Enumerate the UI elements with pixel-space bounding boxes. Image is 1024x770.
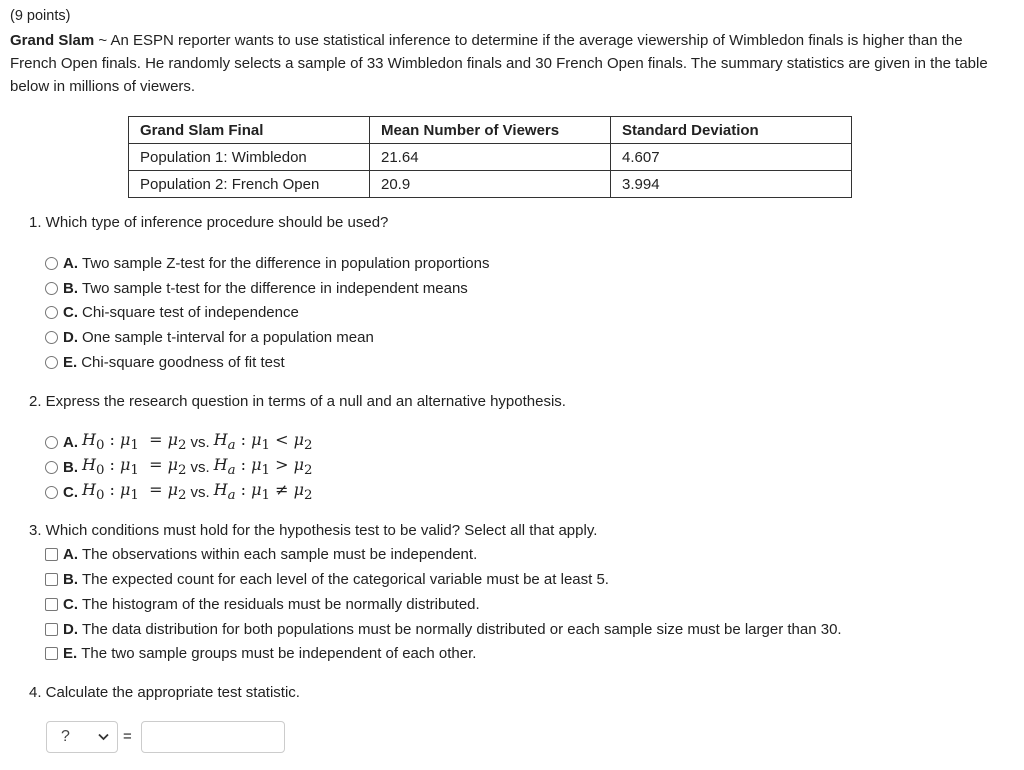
q3-option-c[interactable] <box>45 593 480 615</box>
option-key: A. <box>63 254 78 272</box>
q3-option-b[interactable] <box>45 568 609 590</box>
alternative-hypothesis: $H_a$ : $\mu_1 \ne \mu_2$ <box>213 480 313 504</box>
radio-button[interactable] <box>45 257 58 270</box>
option-text: One sample t-interval for a population mean <box>82 328 374 346</box>
checkbox[interactable] <box>45 647 58 660</box>
radio-button[interactable] <box>45 306 58 319</box>
null-hypothesis: $H_0$ : $\mu_1 = \mu_2$ <box>82 430 187 454</box>
table-cell: 20.9 <box>370 171 611 198</box>
table-cell: 21.64 <box>370 144 611 171</box>
title-dash: ~ <box>98 32 108 49</box>
option-key: A. <box>63 545 78 563</box>
q3-option-d[interactable] <box>45 618 842 640</box>
table-header-row <box>129 117 852 144</box>
problem-intro <box>10 29 1010 98</box>
table-header: Mean Number of Viewers <box>370 117 611 144</box>
vs-label: vs. <box>190 458 210 476</box>
comparison-operator: ≠ <box>275 480 289 500</box>
checkbox[interactable] <box>45 548 58 561</box>
checkbox[interactable] <box>45 598 58 611</box>
radio-button[interactable] <box>45 486 58 499</box>
option-text: Chi-square test of independence <box>82 303 299 321</box>
statistic-select[interactable] <box>46 721 118 753</box>
option-text: The two sample groups must be independent of each other. <box>81 644 477 662</box>
q1-option-d[interactable] <box>45 326 374 348</box>
select-value: ? <box>61 728 70 745</box>
q3-option-e[interactable] <box>45 642 476 664</box>
q1-prompt: 1. Which type of inference procedure should be used? <box>29 214 389 231</box>
q4-prompt: 4. Calculate the appropriate test statistic. <box>29 684 300 701</box>
table-header: Grand Slam Final <box>129 117 370 144</box>
radio-button[interactable] <box>45 436 58 449</box>
radio-button[interactable] <box>45 331 58 344</box>
alternative-hypothesis: $H_a$ : $\mu_1 > \mu_2$ <box>213 455 313 479</box>
option-key: C. <box>63 595 78 613</box>
table-cell: 3.994 <box>611 171 852 198</box>
option-text: The histogram of the residuals must be normally distributed. <box>82 595 480 613</box>
option-key: A. <box>63 433 78 451</box>
q1-option-e[interactable] <box>45 351 285 373</box>
problem-title: Grand Slam <box>10 32 95 49</box>
q2-prompt: 2. Express the research question in terms of a null and an alternative hypothesis. <box>29 393 566 410</box>
option-key: B. <box>63 279 78 297</box>
alternative-hypothesis: $H_a$ : $\mu_1 < \mu_2$ <box>213 430 313 454</box>
option-text: Two sample Z-test for the difference in population proportions <box>82 254 490 272</box>
table-row <box>129 144 852 171</box>
q1-option-b[interactable] <box>45 277 468 299</box>
problem-text: An ESPN reporter wants to use statistical inference to determine if the average viewership of Wimbledon finals is higher than the French Open finals. He randomly selects a sample of 33 Wimbledon finals and 30 French Open finals. The summary statistics are given in the table below in millions of viewers. <box>10 32 988 95</box>
q3-prompt: 3. Which conditions must hold for the hypothesis test to be valid? Select all that apply. <box>29 522 598 539</box>
radio-button[interactable] <box>45 282 58 295</box>
comparison-operator: < <box>275 430 289 450</box>
table-cell: 4.607 <box>611 144 852 171</box>
table-row <box>129 171 852 198</box>
radio-button[interactable] <box>45 461 58 474</box>
option-key: E. <box>63 644 78 662</box>
option-key: B. <box>63 570 78 588</box>
q1-option-a[interactable] <box>45 252 489 274</box>
table-cell: Population 2: French Open <box>129 171 370 198</box>
table-header: Standard Deviation <box>611 117 852 144</box>
q3-option-a[interactable] <box>45 543 477 565</box>
q1-option-c[interactable] <box>45 301 299 323</box>
q2-option-b[interactable] <box>45 456 312 478</box>
option-text: Two sample t-test for the difference in independent means <box>82 279 468 297</box>
equals-sign: = <box>123 728 132 745</box>
comparison-operator: > <box>275 455 289 475</box>
null-hypothesis: $H_0$ : $\mu_1 = \mu_2$ <box>82 455 187 479</box>
option-text: The expected count for each level of the categorical variable must be at least 5. <box>82 570 609 588</box>
table-cell: Population 1: Wimbledon <box>129 144 370 171</box>
option-key: D. <box>63 328 78 346</box>
option-key: B. <box>63 458 78 476</box>
option-text: The data distribution for both populations must be normally distributed or each sample size must be larger than 30. <box>82 620 842 638</box>
option-text: Chi-square goodness of fit test <box>81 353 285 371</box>
checkbox[interactable] <box>45 623 58 636</box>
summary-table <box>128 116 852 198</box>
option-key: E. <box>63 353 78 371</box>
vs-label: vs. <box>190 483 210 501</box>
option-key: C. <box>63 303 78 321</box>
checkbox[interactable] <box>45 573 58 586</box>
null-hypothesis: $H_0$ : $\mu_1 = \mu_2$ <box>82 480 187 504</box>
option-key: C. <box>63 483 78 501</box>
points-label: (9 points) <box>10 8 71 24</box>
radio-button[interactable] <box>45 356 58 369</box>
option-key: D. <box>63 620 78 638</box>
chevron-down-icon <box>98 730 109 744</box>
q2-option-c[interactable] <box>45 481 312 503</box>
test-statistic-input[interactable] <box>141 721 285 753</box>
q2-option-a[interactable] <box>45 431 312 453</box>
vs-label: vs. <box>190 433 210 451</box>
option-text: The observations within each sample must be independent. <box>82 545 478 563</box>
